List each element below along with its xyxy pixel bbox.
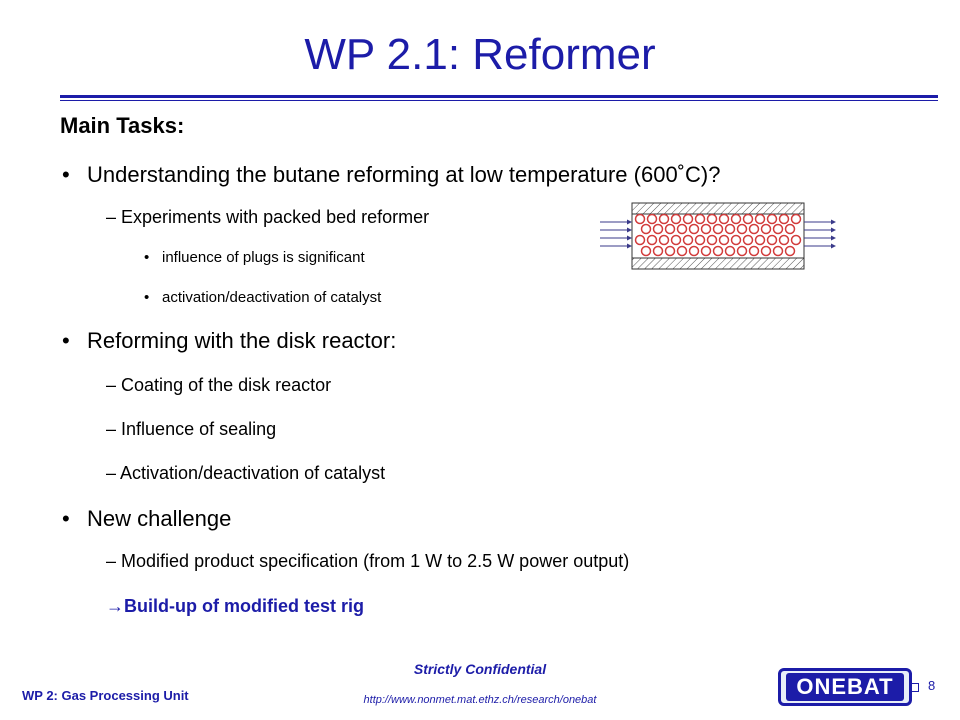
catalyst-bead xyxy=(726,247,735,256)
conclusion-item: →Build-up of modified test rig xyxy=(106,596,364,616)
catalyst-bead xyxy=(768,215,777,224)
catalyst-bead xyxy=(702,225,711,234)
packed-bed-diagram xyxy=(600,200,840,275)
catalyst-bead xyxy=(642,225,651,234)
catalyst-bead xyxy=(714,225,723,234)
catalyst-bead xyxy=(762,247,771,256)
logo-square-icon xyxy=(910,683,919,692)
catalyst-bead xyxy=(786,247,795,256)
title-rule-thin xyxy=(60,100,938,101)
flow-arrow-head xyxy=(831,236,836,241)
reactor-wall-bottom xyxy=(632,258,804,269)
catalyst-bead xyxy=(726,225,735,234)
catalyst-bead xyxy=(666,247,675,256)
catalyst-bead xyxy=(678,247,687,256)
onebat-logo xyxy=(778,668,912,706)
catalyst-bead xyxy=(660,215,669,224)
catalyst-bead xyxy=(762,225,771,234)
catalyst-bead xyxy=(696,236,705,245)
catalyst-bead xyxy=(666,225,675,234)
catalyst-bead xyxy=(744,236,753,245)
footer-workpackage: WP 2: Gas Processing Unit xyxy=(22,688,189,703)
catalyst-bead xyxy=(756,215,765,224)
catalyst-bead xyxy=(714,247,723,256)
catalyst-bead xyxy=(684,215,693,224)
flow-arrow-head xyxy=(627,220,632,225)
catalyst-bead xyxy=(750,247,759,256)
sub-text: Activation/deactivation of catalyst xyxy=(120,463,386,483)
catalyst-bead xyxy=(708,215,717,224)
catalyst-bead xyxy=(720,236,729,245)
sub-item: – Experiments with packed bed reformer xyxy=(106,207,430,227)
catalyst-bead xyxy=(708,236,717,245)
catalyst-bead xyxy=(768,236,777,245)
catalyst-bead xyxy=(648,236,657,245)
catalyst-bead xyxy=(684,236,693,245)
flow-arrow-head xyxy=(627,236,632,241)
catalyst-bead xyxy=(756,236,765,245)
catalyst-bead xyxy=(732,215,741,224)
catalyst-bead xyxy=(774,225,783,234)
flow-arrow-head xyxy=(831,244,836,249)
catalyst-bead xyxy=(792,215,801,224)
catalyst-bead xyxy=(690,247,699,256)
catalyst-bead xyxy=(636,236,645,245)
sub-text: Influence of sealing xyxy=(121,419,277,439)
bullet-text: New challenge xyxy=(87,506,232,531)
bullet-item: • Reforming with the disk reactor: xyxy=(62,328,397,353)
catalyst-bead xyxy=(786,225,795,234)
flow-arrow-head xyxy=(831,220,836,225)
catalyst-bead xyxy=(690,225,699,234)
catalyst-bead xyxy=(696,215,705,224)
sub-text: Coating of the disk reactor xyxy=(121,375,332,395)
main-tasks-heading: Main Tasks: xyxy=(60,113,185,138)
sub-sub-item: • influence of plugs is significant xyxy=(144,249,365,266)
catalyst-bead xyxy=(672,236,681,245)
flow-arrow-head xyxy=(627,228,632,233)
bullet-item: • New challenge xyxy=(62,506,232,531)
onebat-logo-text: ONEBAT xyxy=(786,673,903,701)
catalyst-bead xyxy=(744,215,753,224)
catalyst-bead xyxy=(738,225,747,234)
page-number: 8 xyxy=(928,678,936,693)
bullet-text: Understanding the butane reforming at low temperature (600˚C)? xyxy=(87,162,721,187)
catalyst-bead xyxy=(738,247,747,256)
catalyst-bead xyxy=(732,236,741,245)
flow-arrow-head xyxy=(831,228,836,233)
slide-title: WP 2.1: Reformer xyxy=(304,30,656,79)
sub-item: – Influence of sealing xyxy=(106,419,277,439)
catalyst-bead xyxy=(780,215,789,224)
reactor-wall-top xyxy=(632,203,804,214)
catalyst-bead xyxy=(792,236,801,245)
sub-text: Modified product specification (from 1 W to 2.5 W power output) xyxy=(121,551,630,571)
sub-text: Experiments with packed bed reformer xyxy=(121,207,430,227)
catalyst-bead xyxy=(702,247,711,256)
title-rule-thick xyxy=(60,95,938,98)
sub-item: – Modified product specification (from 1 W to 2.5 W power output) xyxy=(106,551,630,571)
catalyst-bead xyxy=(648,215,657,224)
sub-sub-text: influence of plugs is significant xyxy=(162,249,365,266)
catalyst-bead xyxy=(780,236,789,245)
catalyst-bead xyxy=(720,215,729,224)
flow-arrow-head xyxy=(627,244,632,249)
catalyst-bead xyxy=(654,247,663,256)
catalyst-bead xyxy=(678,225,687,234)
footer-url: http://www.nonmet.mat.ethz.ch/research/onebat xyxy=(363,694,597,706)
catalyst-bead xyxy=(774,247,783,256)
catalyst-bead xyxy=(654,225,663,234)
catalyst-bead xyxy=(660,236,669,245)
sub-item: – Activation/deactivation of catalyst xyxy=(106,463,386,483)
bullet-text: Reforming with the disk reactor: xyxy=(87,328,397,353)
bullet-item: • Understanding the butane reforming at low temperature (600˚C)? xyxy=(62,162,721,187)
catalyst-bead xyxy=(672,215,681,224)
catalyst-bead xyxy=(636,215,645,224)
footer-confidential: Strictly Confidential xyxy=(413,661,547,677)
catalyst-bead xyxy=(750,225,759,234)
sub-sub-item: • activation/deactivation of catalyst xyxy=(144,289,382,306)
sub-item: – Coating of the disk reactor xyxy=(106,375,332,395)
catalyst-bead xyxy=(642,247,651,256)
sub-sub-text: activation/deactivation of catalyst xyxy=(162,289,382,306)
